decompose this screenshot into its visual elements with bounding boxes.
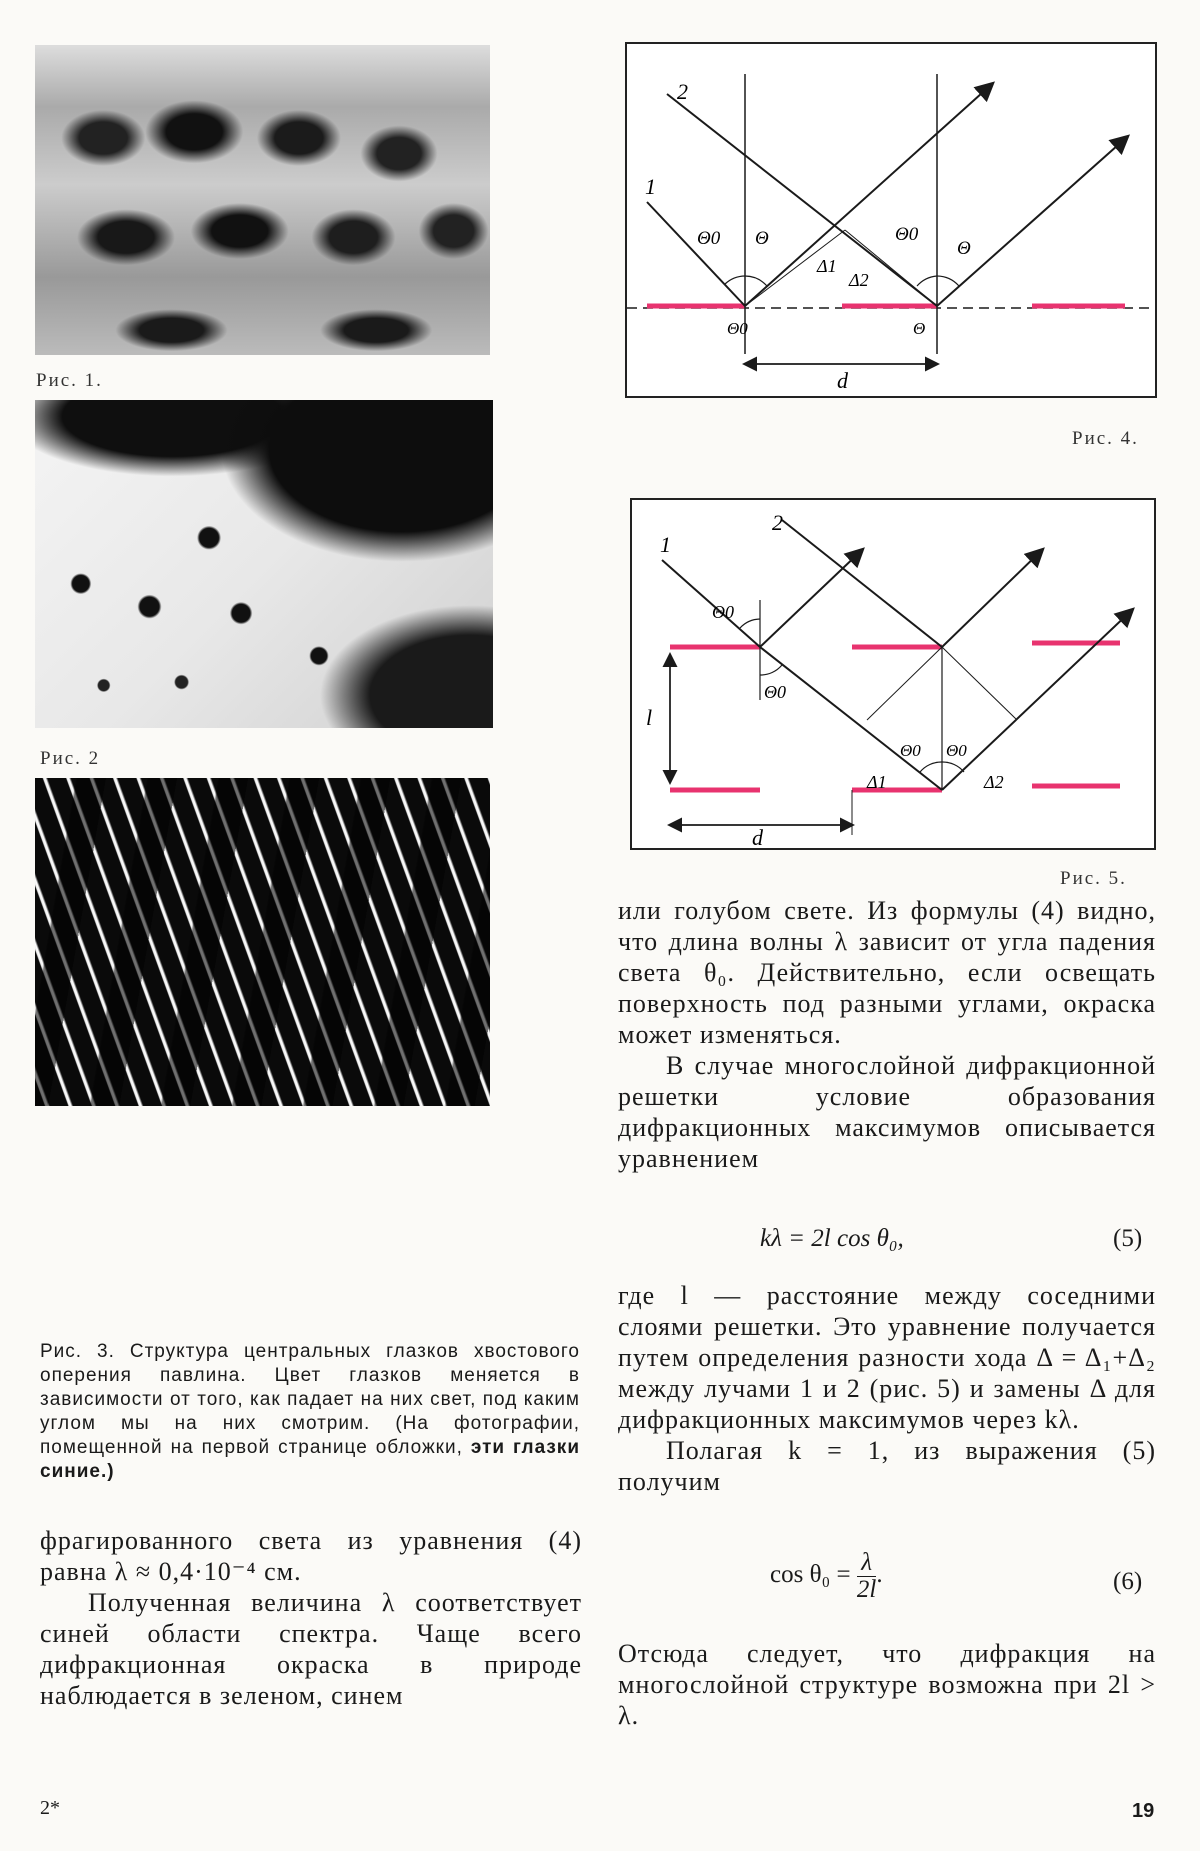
fig4-ray-2	[667, 94, 937, 306]
fig4-perpendicular	[845, 230, 937, 306]
fig4-ray-2-reflected	[937, 137, 1127, 306]
right-column-text-top	[618, 895, 1156, 1174]
right-paragraph-4: Полагая k = 1, из выражения (5) получим	[618, 1436, 1156, 1496]
fig4-label-ray1: 1	[645, 174, 656, 199]
equation-6-fraction	[857, 1550, 876, 1603]
right-column-text-mid	[618, 1280, 1156, 1497]
fig4-caption: Рис. 4.	[1072, 428, 1139, 449]
fig5-ray-1	[662, 560, 760, 647]
fig1-photo	[35, 45, 490, 355]
fig5-label-theta0-b: Θ0	[764, 682, 786, 702]
left-column-text	[40, 1525, 582, 1711]
fig4-label-theta-c: Θ	[913, 319, 926, 338]
fig4-label-ray2: 2	[677, 79, 688, 104]
fig5-label-d: d	[752, 825, 763, 848]
right-paragraph-5: Отсюда следует, что дифракция на многослойной структуре возможна при 2l > λ.	[618, 1639, 1156, 1730]
fig5-ray-2	[782, 520, 942, 647]
fig5-label-l: l	[646, 705, 653, 730]
signature-mark: 2*	[40, 1797, 60, 1819]
fig3-caption	[40, 1340, 580, 1484]
fig5-label-theta0-c: Θ0	[900, 741, 921, 760]
equation-5: kλ = 2l cos θ₀,	[760, 1225, 904, 1252]
fig5-label-delta1: Δ1	[867, 772, 887, 792]
fig4-label-delta2: Δ2	[849, 270, 869, 290]
right-column-text-bottom	[618, 1638, 1156, 1731]
fig5-perpendicular	[867, 647, 942, 720]
fig2-caption: Рис. 2	[40, 748, 101, 769]
right-paragraph-1: или голубом свете. Из формулы (4) видно, что длина волны λ зависит от угла падения света θ₀. Действительно, если освещать поверхность под разными углами, окраска может изменяться.	[618, 896, 1156, 1049]
fig4-svg	[627, 44, 1155, 396]
fig4-ray-1	[647, 202, 745, 306]
fig1-caption: Рис. 1.	[36, 370, 103, 391]
fig4-label-theta0: Θ0	[697, 228, 721, 249]
equation-5-number: (5)	[1113, 1225, 1143, 1252]
equation-6-denominator: 2l	[856, 1576, 877, 1603]
fig2-photo	[35, 400, 493, 728]
fig5-ray-1-refracted	[760, 647, 942, 790]
equation-6	[770, 1550, 883, 1603]
fig4-label-d: d	[837, 368, 848, 393]
fig5-svg	[632, 500, 1154, 848]
fig4-label-theta0-c: Θ0	[727, 319, 748, 338]
fig5-diagram	[630, 498, 1156, 850]
fig4-diagram	[625, 42, 1157, 398]
left-paragraph-1: фрагированного света из уравнения (4) равна λ ≈ 0,4·10⁻⁴ см.	[40, 1526, 582, 1586]
fig4-label-delta1: Δ1	[817, 256, 837, 276]
fig5-label-delta2: Δ2	[984, 772, 1004, 792]
equation-6-tail: .	[876, 1561, 883, 1589]
fig4-label-theta-b: Θ	[957, 238, 971, 259]
fig5-ray-1-reflected	[760, 550, 862, 647]
equation-6-number: (6)	[1113, 1568, 1143, 1595]
fig5-perpendicular	[942, 647, 1017, 720]
fig5-ray-2-reflected	[942, 550, 1042, 647]
page-number: 19	[1132, 1800, 1155, 1822]
right-paragraph-3: где l — расстояние между соседними слоями решетки. Это уравнение получается путем определения разности хода Δ = Δ₁+Δ₂ между лучами 1 и 2 (рис. 5) и замены Δ для дифракционных максимумов через kλ.	[618, 1281, 1156, 1434]
fig3-caption-text: Рис. 3. Структура центральных глазков хвостового оперения павлина. Цвет глазков меняется в зависимости от того, как падает на них свет, под каким углом мы на них смотрим. (На фотографии, помещенной на первой странице обложки,	[40, 1341, 580, 1458]
right-paragraph-2: В случае многослойной дифракционной решетки условие образования дифракционных максимумов описывается уравнением	[618, 1051, 1156, 1173]
fig5-ray-1-exit	[942, 610, 1132, 790]
fig5-caption: Рис. 5.	[1060, 868, 1127, 889]
fig4-label-theta0-b: Θ0	[895, 224, 919, 245]
fig5-label-theta0: Θ0	[712, 602, 734, 622]
fig3-photo	[35, 778, 490, 1106]
fig5-label-ray1: 1	[660, 532, 671, 557]
equation-6-numerator: λ	[857, 1550, 876, 1577]
equation-6-lhs: cos θ₀ =	[770, 1561, 851, 1589]
left-paragraph-2: Полученная величина λ соответствует синей области спектра. Чаще всего дифракционная окраска в природе наблюдается в зеленом, синем	[40, 1588, 582, 1710]
fig4-label-theta: Θ	[755, 228, 769, 249]
fig5-label-ray2: 2	[772, 510, 783, 535]
fig5-label-theta0-d: Θ0	[946, 741, 967, 760]
fig3-caption-bold: эти глазки синие.)	[40, 1437, 580, 1482]
